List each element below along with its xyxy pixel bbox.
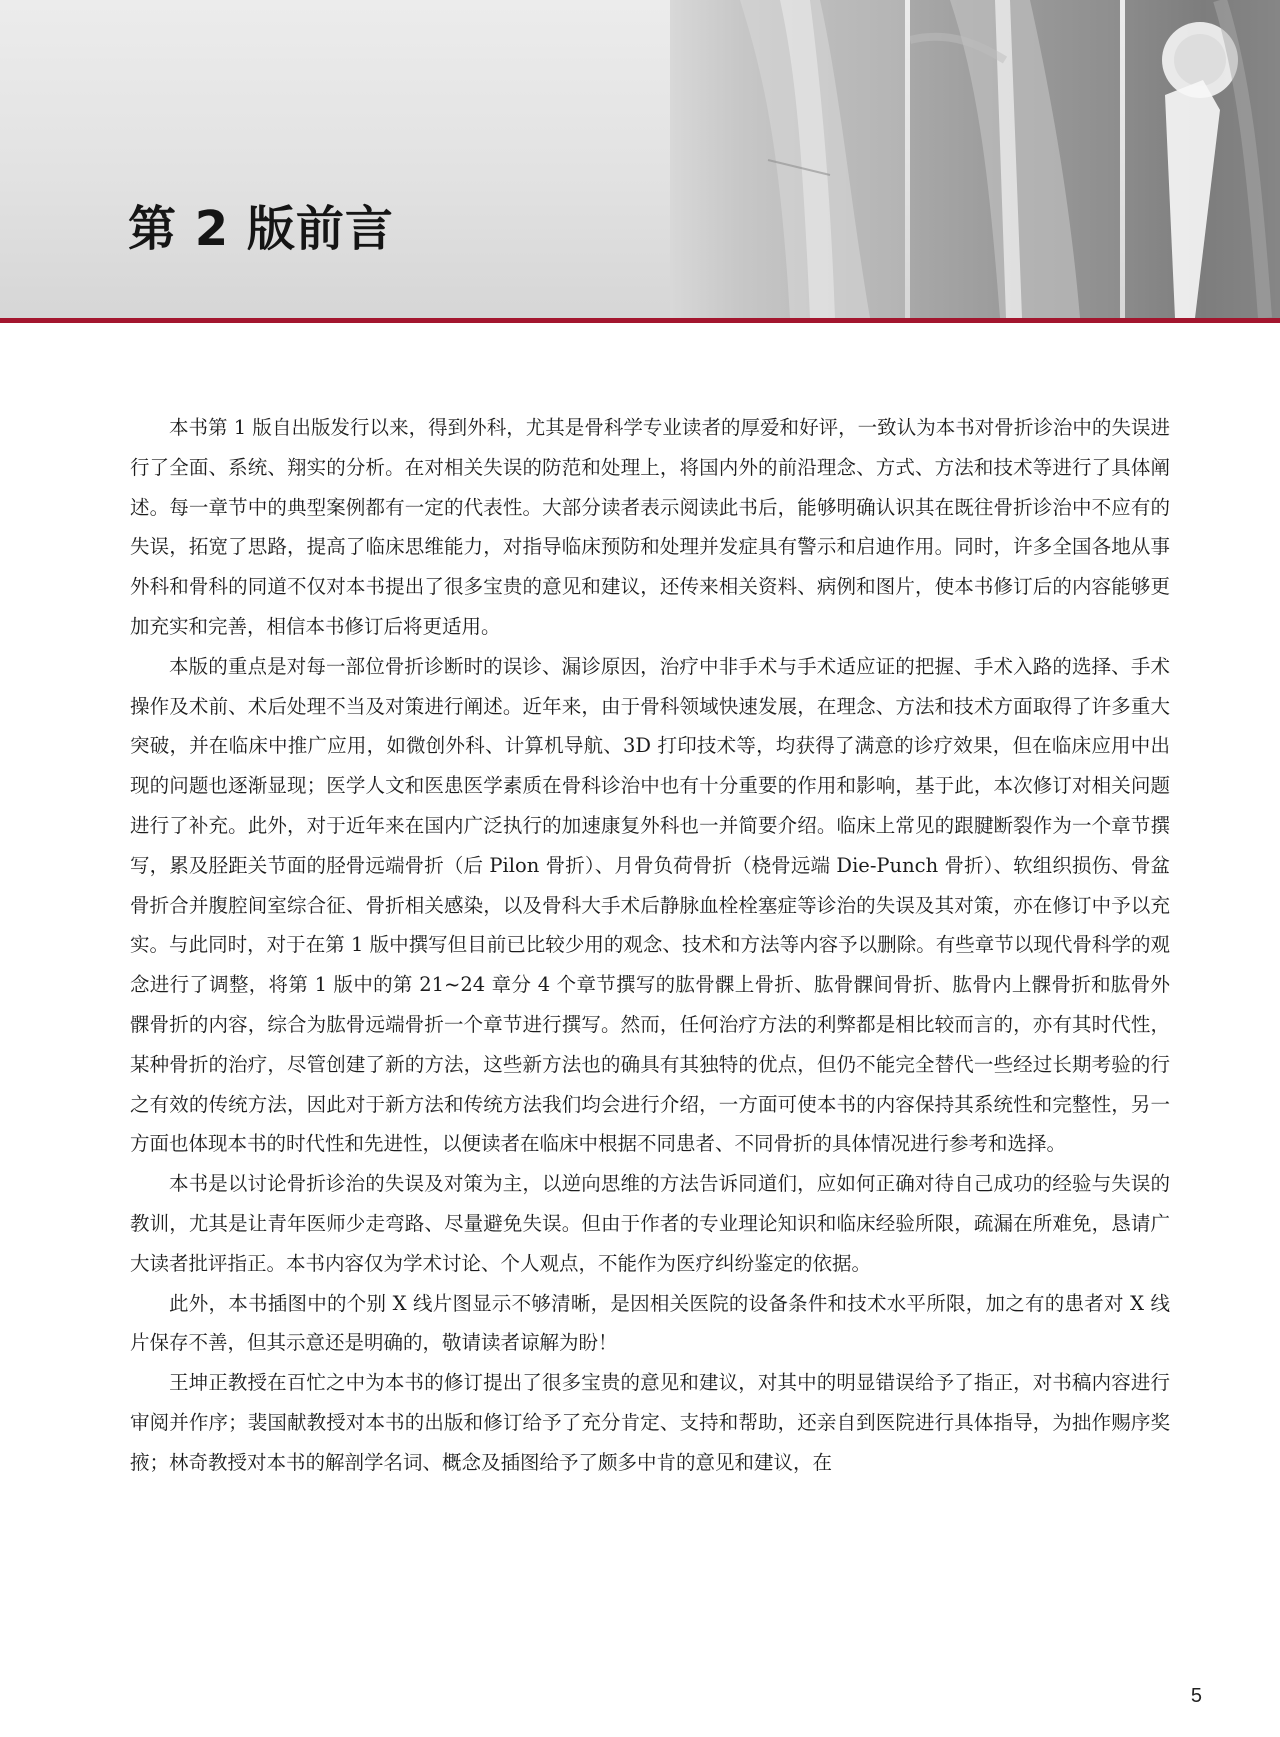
paragraph: 本书是以讨论骨折诊治的失误及对策为主，以逆向思维的方法告诉同道们，应如何正确对待自己成功的经验与失误的教训，尤其是让青年医师少走弯路、尽量避免失误。但由于作者的专业理论知识和临床经验所限，疏漏在所难免，恳请广大读者批评指正。本书内容仅为学术讨论、个人观点，不能作为医疗纠纷鉴定的依据。	[130, 1172, 1170, 1275]
paragraph: 本书第 1 版自出版发行以来，得到外科，尤其是骨科学专业读者的厚爱和好评，一致认为本书对骨折诊治中的失误进行了全面、系统、翔实的分析。在对相关失误的防范和处理上，将国内外的前沿理念、方式、方法和技术等进行了具体阐述。每一章节中的典型案例都有一定的代表性。大部分读者表示阅读此书后，能够明确认识其在既往骨折诊治中不应有的失误，拓宽了思路，提高了临床思维能力，对指导临床预防和处理并发症具有警示和启迪作用。同时，许多全国各地从事外科和骨科的同道不仅对本书提出了很多宝贵的意见和建议，还传来相关资料、病例和图片，使本书修订后的内容能够更加充实和完善，相信本书修订后将更适用。	[130, 416, 1170, 638]
chapter-header	[0, 0, 1280, 318]
paragraph: 王坤正教授在百忙之中为本书的修订提出了很多宝贵的意见和建议，对其中的明显错误给予了指正，对书稿内容进行审阅并作序；裴国献教授对本书的出版和修订给予了充分肯定、支持和帮助，还亲自到医院进行具体指导，为拙作赐序奖掖；林奇教授对本书的解剖学名词、概念及插图给予了颇多中肯的意见和建议，在	[130, 1371, 1170, 1474]
xray-image-femur-fracture	[670, 0, 905, 318]
header-divider	[0, 318, 1280, 323]
paragraph: 本版的重点是对每一部位骨折诊断时的误诊、漏诊原因，治疗中非手术与手术适应证的把握、手术入路的选择、手术操作及术前、术后处理不当及对策进行阐述。近年来，由于骨科领域快速发展，在理念、方法和技术方面取得了许多重大突破，并在临床中推广应用，如微创外科、计算机导航、3D 打印技术等，均获得了满意的诊疗效果，但在临床应用中出现的问题也逐渐显现；医学人文和医患医学素质在骨科诊治中也有十分重要的作用和影响，基于此，本次修订对相关问题进行了补充。此外，对于近年来在国内广泛执行的加速康复外科也一并简要介绍。临床上常见的跟腱断裂作为一个章节撰写，累及胫距关节面的胫骨远端骨折（后 Pilon 骨折）、月骨负荷骨折（桡骨远端 Die-Punch 骨折）、软组织损伤、骨盆骨折合并腹腔间室综合征、骨折相关感染，以及骨科大手术后静脉血栓栓塞症等诊治的失误及其对策，亦在修订中予以充实。与此同时，对于在第 1 版中撰写但目前已比较少用的观念、技术和方法等内容予以删除。有些章节以现代骨科学的观念进行了调整，将第 1 版中的第 21~24 章分 4 个章节撰写的肱骨髁上骨折、肱骨髁间骨折、肱骨内上髁骨折和肱骨外髁骨折的内容，综合为肱骨远端骨折一个章节进行撰写。然而，任何治疗方法的利弊都是相比较而言的，亦有其时代性，某种骨折的治疗，尽管创建了新的方法，这些新方法也的确具有其独特的优点，但仍不能完全替代一些经过长期考验的行之有效的传统方法，因此对于新方法和传统方法我们均会进行介绍，一方面可使本书的内容保持其系统性和完整性，另一方面也体现本书的时代性和先进性，以便读者在临床中根据不同患者、不同骨折的具体情况进行参考和选择。	[130, 654, 1170, 1156]
xray-image-intramedullary-nail	[910, 0, 1120, 318]
page-title: 第 2 版前言	[128, 201, 394, 257]
xray-image-hip-prosthesis	[1125, 0, 1280, 318]
preface-body	[130, 408, 1170, 1483]
paragraph: 此外，本书插图中的个别 X 线片图显示不够清晰，是因相关医院的设备条件和技术水平所限，加之有的患者对 X 线片保存不善，但其示意还是明确的，敬请读者谅解为盼！	[130, 1291, 1170, 1355]
page-number: 5	[1190, 1685, 1202, 1707]
